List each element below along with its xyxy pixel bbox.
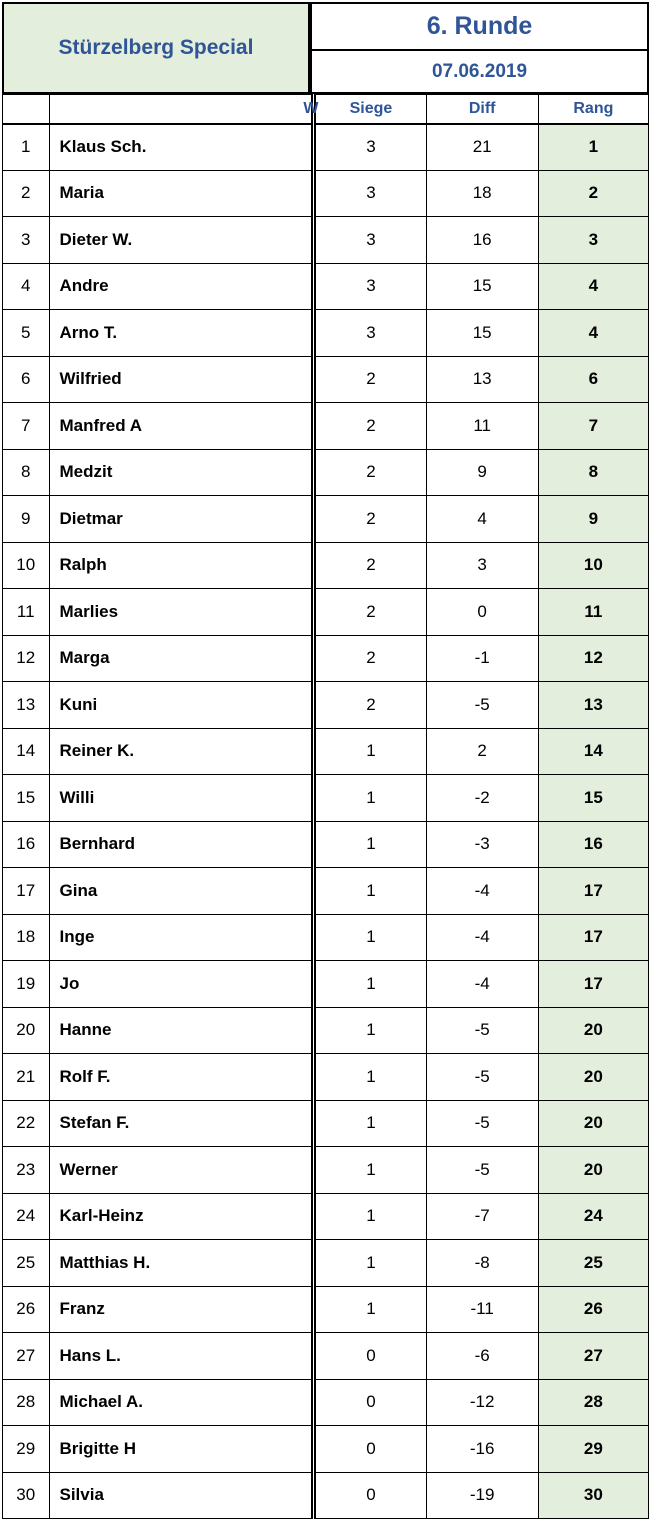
table-row xyxy=(3,124,649,171)
ranking-rows xyxy=(3,124,649,1519)
column-header-number xyxy=(3,95,50,124)
table-row xyxy=(3,449,649,496)
table-row xyxy=(3,775,649,822)
column-header-name xyxy=(49,95,319,124)
table-row xyxy=(3,170,649,217)
rang-value: 17 xyxy=(538,961,648,1008)
diff-value: 18 xyxy=(426,170,538,217)
siege-value: 2 xyxy=(314,589,426,636)
row-number: 5 xyxy=(3,310,50,357)
siege-value: 2 xyxy=(314,403,426,450)
table-row xyxy=(3,635,649,682)
player-name: Marga xyxy=(49,635,314,682)
row-number: 27 xyxy=(3,1333,50,1380)
siege-value: 1 xyxy=(314,1147,426,1194)
table-row xyxy=(3,263,649,310)
row-number: 3 xyxy=(3,217,50,264)
diff-value: -11 xyxy=(426,1286,538,1333)
player-name: Hanne xyxy=(49,1007,314,1054)
diff-value: 16 xyxy=(426,217,538,264)
rang-value: 8 xyxy=(538,449,648,496)
siege-value: 3 xyxy=(314,170,426,217)
siege-value: 2 xyxy=(314,449,426,496)
row-number: 1 xyxy=(3,124,50,171)
diff-value: -5 xyxy=(426,1054,538,1101)
rang-value: 27 xyxy=(538,1333,648,1380)
siege-value: 2 xyxy=(314,635,426,682)
player-name: Ralph xyxy=(49,542,314,589)
diff-value: -5 xyxy=(426,682,538,729)
column-header-siege: Siege xyxy=(314,95,426,124)
table-row xyxy=(3,403,649,450)
player-name: Bernhard xyxy=(49,821,314,868)
diff-value: 0 xyxy=(426,589,538,636)
column-header-name-fragment: W xyxy=(303,99,319,117)
diff-value: 4 xyxy=(426,496,538,543)
player-name: Dietmar xyxy=(49,496,314,543)
player-name: Silvia xyxy=(49,1472,314,1519)
diff-value: -4 xyxy=(426,961,538,1008)
round-info xyxy=(312,4,647,92)
diff-value: -8 xyxy=(426,1240,538,1287)
row-number: 21 xyxy=(3,1054,50,1101)
row-number: 4 xyxy=(3,263,50,310)
diff-value: -2 xyxy=(426,775,538,822)
row-number: 16 xyxy=(3,821,50,868)
diff-value: 13 xyxy=(426,356,538,403)
table-row xyxy=(3,310,649,357)
row-number: 18 xyxy=(3,914,50,961)
siege-value: 0 xyxy=(314,1426,426,1473)
siege-value: 1 xyxy=(314,914,426,961)
row-number: 12 xyxy=(3,635,50,682)
siege-value: 1 xyxy=(314,1100,426,1147)
row-number: 13 xyxy=(3,682,50,729)
siege-value: 1 xyxy=(314,821,426,868)
player-name: Medzit xyxy=(49,449,314,496)
rang-value: 1 xyxy=(538,124,648,171)
row-number: 26 xyxy=(3,1286,50,1333)
round-label: 6. Runde xyxy=(312,4,647,51)
diff-value: -4 xyxy=(426,914,538,961)
player-name: Karl-Heinz xyxy=(49,1193,314,1240)
player-name: Rolf F. xyxy=(49,1054,314,1101)
row-number: 6 xyxy=(3,356,50,403)
column-header-rang: Rang xyxy=(538,95,648,124)
table-row xyxy=(3,821,649,868)
diff-value: -5 xyxy=(426,1147,538,1194)
table-row xyxy=(3,1054,649,1101)
table-row xyxy=(3,1007,649,1054)
table-row xyxy=(3,961,649,1008)
table-row xyxy=(3,1147,649,1194)
diff-value: 21 xyxy=(426,124,538,171)
diff-value: -1 xyxy=(426,635,538,682)
tournament-title: Stürzelberg Special xyxy=(4,4,312,92)
table-row xyxy=(3,496,649,543)
rang-value: 10 xyxy=(538,542,648,589)
diff-value: 3 xyxy=(426,542,538,589)
table-row xyxy=(3,868,649,915)
rang-value: 11 xyxy=(538,589,648,636)
player-name: Gina xyxy=(49,868,314,915)
row-number: 8 xyxy=(3,449,50,496)
rang-value: 25 xyxy=(538,1240,648,1287)
row-number: 30 xyxy=(3,1472,50,1519)
table-row xyxy=(3,682,649,729)
row-number: 19 xyxy=(3,961,50,1008)
diff-value: 11 xyxy=(426,403,538,450)
siege-value: 1 xyxy=(314,775,426,822)
rang-value: 20 xyxy=(538,1054,648,1101)
table-row xyxy=(3,542,649,589)
diff-value: 2 xyxy=(426,728,538,775)
player-name: Willi xyxy=(49,775,314,822)
player-name: Wilfried xyxy=(49,356,314,403)
diff-value: -4 xyxy=(426,868,538,915)
rang-value: 20 xyxy=(538,1100,648,1147)
player-name: Reiner K. xyxy=(49,728,314,775)
row-number: 10 xyxy=(3,542,50,589)
player-name: Klaus Sch. xyxy=(49,124,314,171)
diff-value: -16 xyxy=(426,1426,538,1473)
table-row xyxy=(3,1193,649,1240)
rang-value: 29 xyxy=(538,1426,648,1473)
rang-value: 4 xyxy=(538,310,648,357)
rang-value: 20 xyxy=(538,1007,648,1054)
siege-value: 3 xyxy=(314,124,426,171)
siege-value: 3 xyxy=(314,217,426,264)
table-row xyxy=(3,1286,649,1333)
player-name: Maria xyxy=(49,170,314,217)
table-row xyxy=(3,217,649,264)
siege-value: 1 xyxy=(314,1054,426,1101)
row-number: 2 xyxy=(3,170,50,217)
player-name: Andre xyxy=(49,263,314,310)
rang-value: 2 xyxy=(538,170,648,217)
rang-value: 14 xyxy=(538,728,648,775)
diff-value: -3 xyxy=(426,821,538,868)
siege-value: 2 xyxy=(314,542,426,589)
siege-value: 2 xyxy=(314,682,426,729)
siege-value: 2 xyxy=(314,496,426,543)
siege-value: 1 xyxy=(314,961,426,1008)
row-number: 15 xyxy=(3,775,50,822)
player-name: Manfred A xyxy=(49,403,314,450)
rang-value: 3 xyxy=(538,217,648,264)
table-row xyxy=(3,1333,649,1380)
row-number: 20 xyxy=(3,1007,50,1054)
diff-value: -7 xyxy=(426,1193,538,1240)
player-name: Brigitte H xyxy=(49,1426,314,1473)
rang-value: 28 xyxy=(538,1379,648,1426)
row-number: 23 xyxy=(3,1147,50,1194)
siege-value: 1 xyxy=(314,1286,426,1333)
rang-value: 15 xyxy=(538,775,648,822)
column-header-diff: Diff xyxy=(426,95,538,124)
siege-value: 1 xyxy=(314,728,426,775)
player-name: Arno T. xyxy=(49,310,314,357)
siege-value: 2 xyxy=(314,356,426,403)
siege-value: 0 xyxy=(314,1379,426,1426)
siege-value: 0 xyxy=(314,1472,426,1519)
rang-value: 30 xyxy=(538,1472,648,1519)
diff-value: 9 xyxy=(426,449,538,496)
rang-value: 17 xyxy=(538,868,648,915)
table-row xyxy=(3,1426,649,1473)
row-number: 11 xyxy=(3,589,50,636)
row-number: 14 xyxy=(3,728,50,775)
siege-value: 0 xyxy=(314,1333,426,1380)
table-row xyxy=(3,728,649,775)
rang-value: 16 xyxy=(538,821,648,868)
siege-value: 3 xyxy=(314,263,426,310)
row-number: 25 xyxy=(3,1240,50,1287)
table-row xyxy=(3,1379,649,1426)
rang-value: 20 xyxy=(538,1147,648,1194)
row-number: 22 xyxy=(3,1100,50,1147)
ranking-sheet xyxy=(2,2,649,1519)
diff-value: -19 xyxy=(426,1472,538,1519)
table-row xyxy=(3,589,649,636)
player-name: Dieter W. xyxy=(49,217,314,264)
player-name: Jo xyxy=(49,961,314,1008)
row-number: 7 xyxy=(3,403,50,450)
siege-value: 1 xyxy=(314,1193,426,1240)
table-row xyxy=(3,1100,649,1147)
table-row xyxy=(3,1240,649,1287)
row-number: 28 xyxy=(3,1379,50,1426)
ranking-table xyxy=(2,94,649,1519)
player-name: Franz xyxy=(49,1286,314,1333)
rang-value: 6 xyxy=(538,356,648,403)
table-row xyxy=(3,1472,649,1519)
siege-value: 1 xyxy=(314,1240,426,1287)
player-name: Kuni xyxy=(49,682,314,729)
row-number: 9 xyxy=(3,496,50,543)
column-header-row xyxy=(3,95,649,124)
diff-value: 15 xyxy=(426,263,538,310)
player-name: Marlies xyxy=(49,589,314,636)
rang-value: 9 xyxy=(538,496,648,543)
player-name: Hans L. xyxy=(49,1333,314,1380)
table-row xyxy=(3,356,649,403)
rang-value: 26 xyxy=(538,1286,648,1333)
player-name: Stefan F. xyxy=(49,1100,314,1147)
round-date: 07.06.2019 xyxy=(431,60,528,82)
player-name: Inge xyxy=(49,914,314,961)
diff-value: 15 xyxy=(426,310,538,357)
rang-value: 7 xyxy=(538,403,648,450)
row-number: 17 xyxy=(3,868,50,915)
player-name: Werner xyxy=(49,1147,314,1194)
header-block xyxy=(2,2,649,94)
diff-value: -5 xyxy=(426,1100,538,1147)
player-name: Matthias H. xyxy=(49,1240,314,1287)
rang-value: 13 xyxy=(538,682,648,729)
siege-value: 1 xyxy=(314,1007,426,1054)
rang-value: 4 xyxy=(538,263,648,310)
row-number: 24 xyxy=(3,1193,50,1240)
diff-value: -12 xyxy=(426,1379,538,1426)
rang-value: 17 xyxy=(538,914,648,961)
row-number: 29 xyxy=(3,1426,50,1473)
siege-value: 1 xyxy=(314,868,426,915)
player-name: Michael A. xyxy=(49,1379,314,1426)
diff-value: -6 xyxy=(426,1333,538,1380)
siege-value: 3 xyxy=(314,310,426,357)
rang-value: 12 xyxy=(538,635,648,682)
table-row xyxy=(3,914,649,961)
rang-value: 24 xyxy=(538,1193,648,1240)
diff-value: -5 xyxy=(426,1007,538,1054)
